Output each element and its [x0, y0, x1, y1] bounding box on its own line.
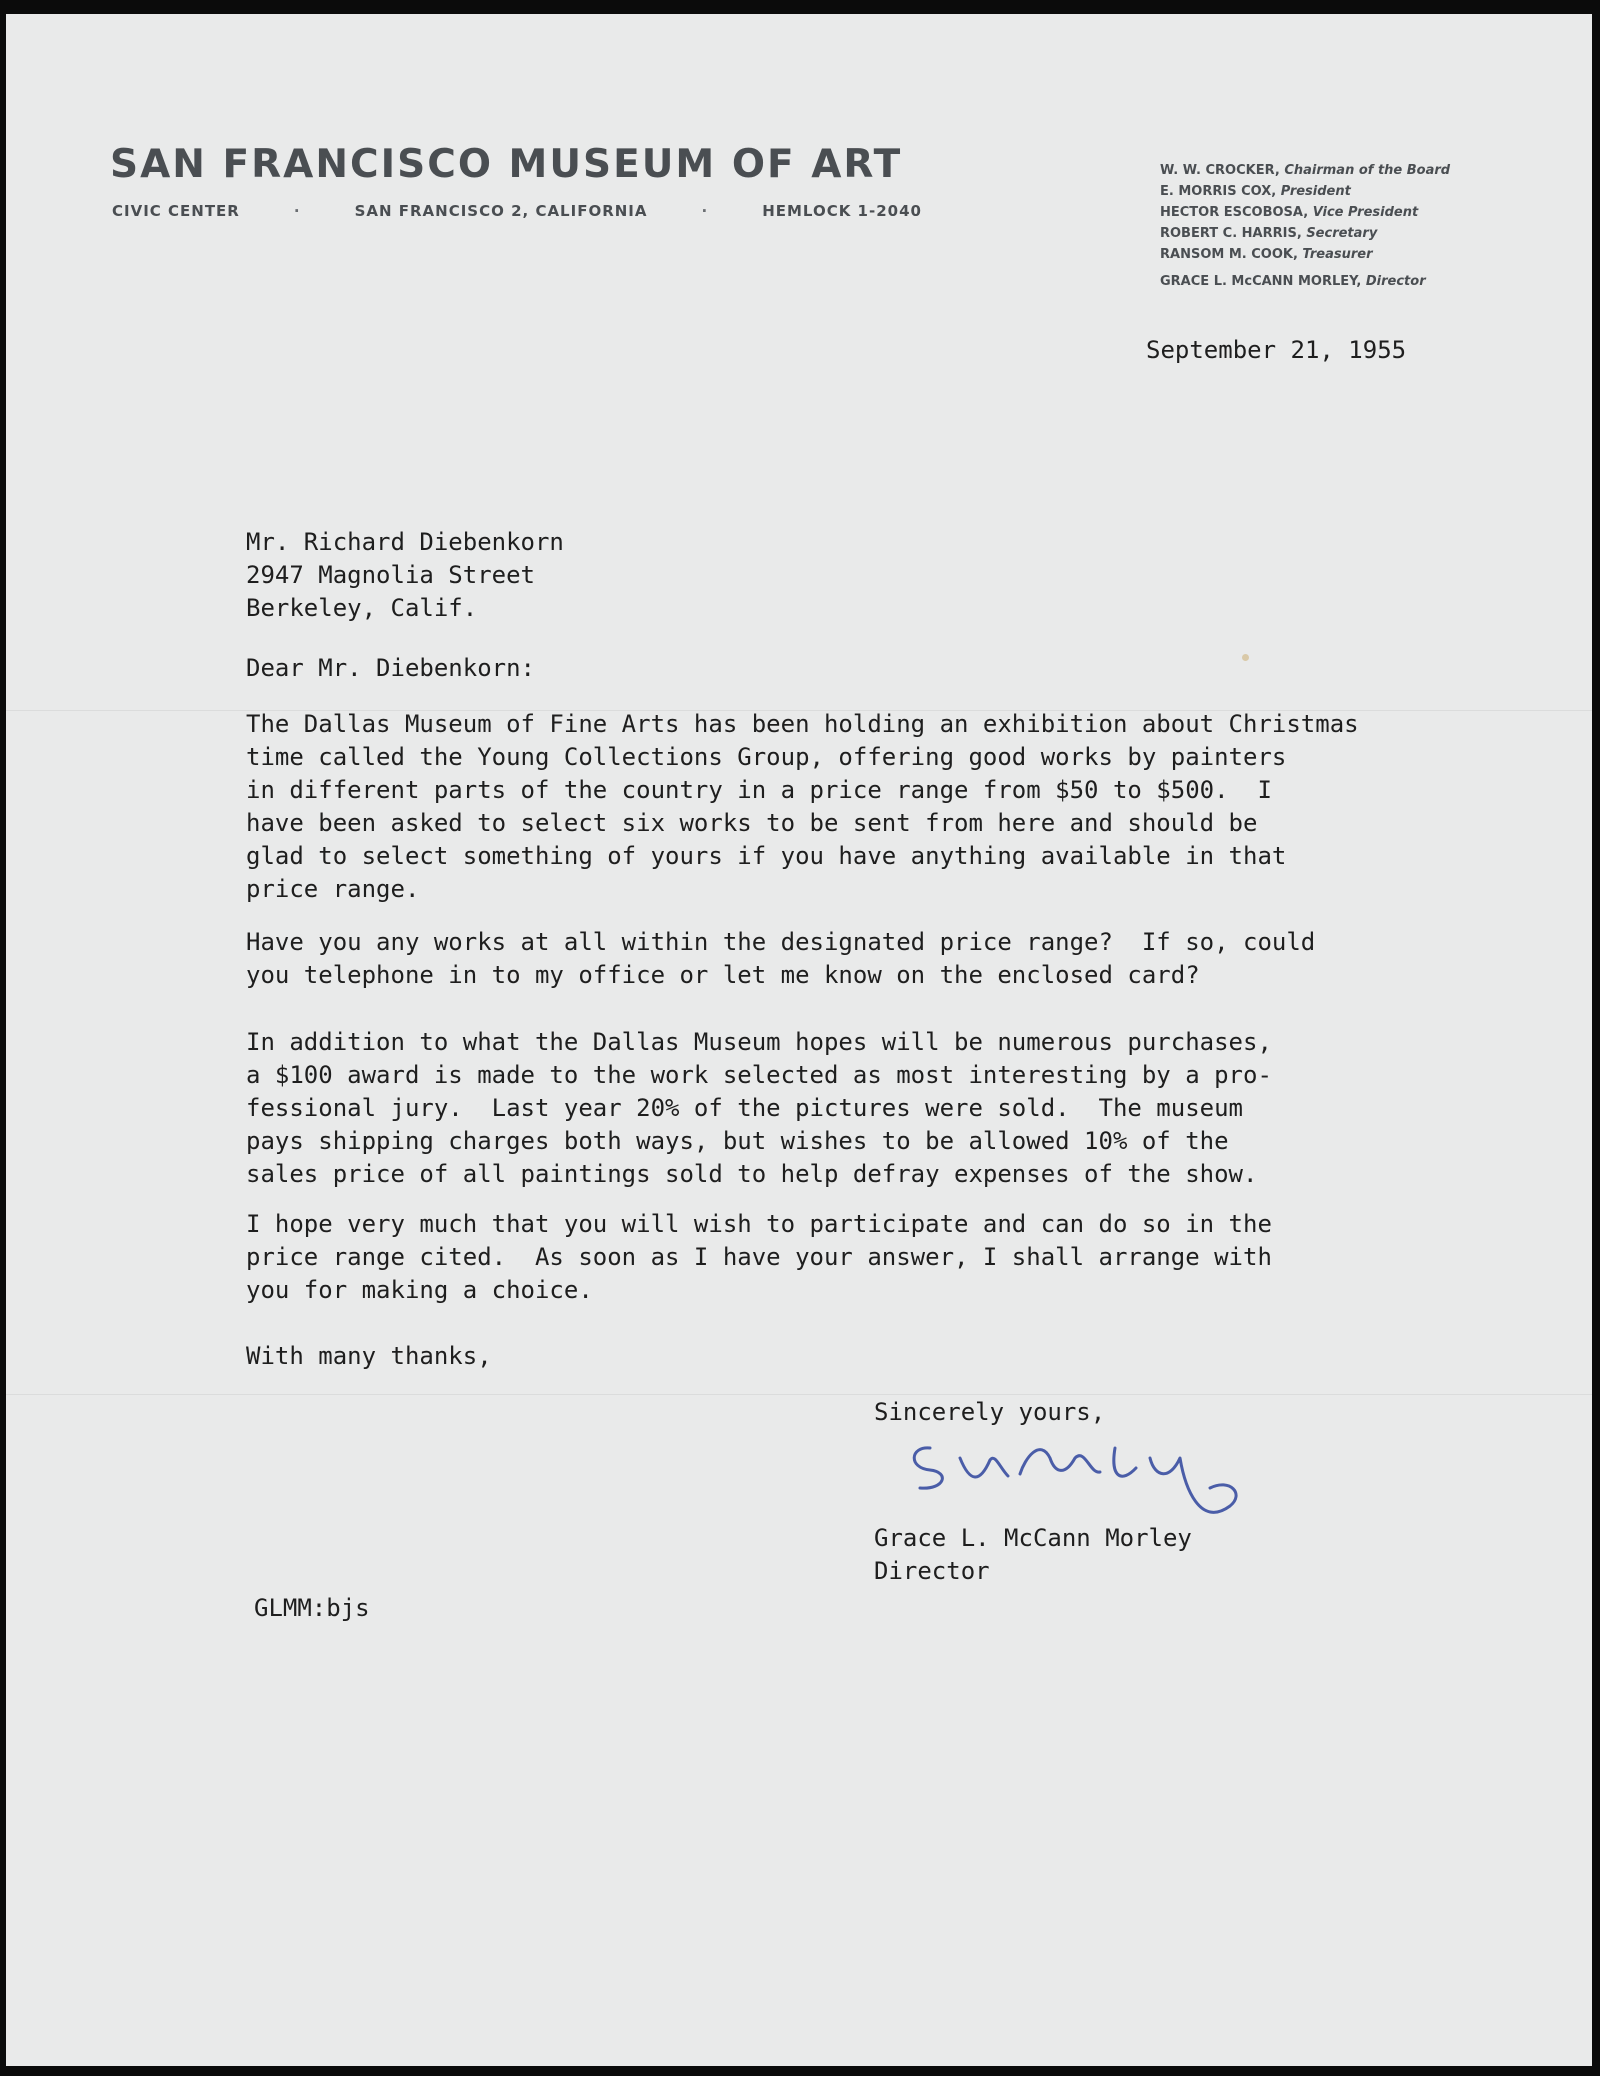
paragraph-line: in different parts of the country in a price range from $50 to $500. I [246, 776, 1272, 804]
paragraph-line: sales price of all paintings sold to help defray expenses of the show. [246, 1160, 1258, 1188]
officer-name: E. MORRIS COX, [1160, 184, 1277, 199]
officer-name: HECTOR ESCOBOSA, [1160, 205, 1309, 220]
paragraph-line: The Dallas Museum of Fine Arts has been holding an exhibition about Christmas [246, 710, 1359, 738]
signer-name: Grace L. McCann Morley [874, 1524, 1192, 1552]
paragraph-line: price range. [246, 875, 420, 903]
paragraph-line: Have you any works at all within the designated price range? If so, could [246, 928, 1316, 956]
paragraph-line: price range cited. As soon as I have your answer, I shall arrange with [246, 1243, 1272, 1271]
officer-name: GRACE L. McCANN MORLEY, [1160, 274, 1362, 289]
paragraph-line: pays shipping charges both ways, but wishes to be allowed 10% of the [246, 1127, 1229, 1155]
paper-spot [1242, 654, 1249, 661]
officer-chairman [1160, 160, 1450, 181]
letter-sheet [6, 14, 1592, 2066]
officers-list [1160, 160, 1450, 292]
address-city: SAN FRANCISCO 2, CALIFORNIA [354, 202, 648, 220]
letterhead-address [112, 202, 922, 220]
paragraph-line: In addition to what the Dallas Museum hopes will be numerous purchases, [246, 1028, 1272, 1056]
closing-line: Sincerely yours, [874, 1398, 1106, 1426]
officer-president [1160, 181, 1450, 202]
letter-date: September 21, 1955 [1146, 336, 1407, 364]
paragraph-line: a $100 award is made to the work selected as most interesting by a pro- [246, 1061, 1272, 1089]
paper-fold-line [6, 1394, 1592, 1395]
officer-role: Treasurer [1302, 247, 1373, 262]
body-paragraph-4 [246, 1208, 1272, 1307]
officer-treasurer [1160, 244, 1450, 265]
signer-block [874, 1522, 1192, 1588]
officer-role: President [1280, 184, 1351, 199]
address-separator: · [701, 202, 709, 220]
recipient-address [246, 526, 564, 625]
paragraph-line: you for making a choice. [246, 1276, 593, 1304]
thanks-line: With many thanks, [246, 1342, 492, 1370]
paragraph-line: you telephone in to my office or let me know on the enclosed card? [246, 961, 1200, 989]
address-phone: HEMLOCK 1-2040 [762, 202, 922, 220]
recipient-city: Berkeley, Calif. [246, 594, 478, 622]
body-paragraph-1 [246, 708, 1359, 906]
officer-vice-president [1160, 202, 1450, 223]
address-separator: · [293, 202, 301, 220]
officer-role: Director [1365, 274, 1426, 289]
body-paragraph-2 [246, 926, 1315, 992]
signer-title: Director [874, 1557, 990, 1585]
officer-name: W. W. CROCKER, [1160, 163, 1280, 178]
address-civic-center: CIVIC CENTER [112, 202, 240, 220]
paragraph-line: fessional jury. Last year 20% of the pictures were sold. The museum [246, 1094, 1243, 1122]
reference-initials: GLMM:bjs [254, 1594, 370, 1622]
recipient-street: 2947 Magnolia Street [246, 561, 535, 589]
letterhead-title: SAN FRANCISCO MUSEUM OF ART [110, 142, 903, 187]
officer-name: ROBERT C. HARRIS, [1160, 226, 1302, 241]
paragraph-line: time called the Young Collections Group, offering good works by painters [246, 743, 1287, 771]
officer-role: Chairman of the Board [1284, 163, 1451, 178]
recipient-name: Mr. Richard Diebenkorn [246, 528, 564, 556]
paragraph-line: I hope very much that you will wish to participate and can do so in the [246, 1210, 1272, 1238]
officer-secretary [1160, 223, 1450, 244]
body-paragraph-3 [246, 1026, 1272, 1191]
officer-name: RANSOM M. COOK, [1160, 247, 1298, 262]
officer-role: Vice President [1312, 205, 1419, 220]
officer-role: Secretary [1306, 226, 1378, 241]
paragraph-line: glad to select something of yours if you have anything available in that [246, 842, 1287, 870]
salutation: Dear Mr. Diebenkorn: [246, 654, 535, 682]
officer-director [1160, 271, 1450, 292]
paragraph-line: have been asked to select six works to be sent from here and should be [246, 809, 1258, 837]
